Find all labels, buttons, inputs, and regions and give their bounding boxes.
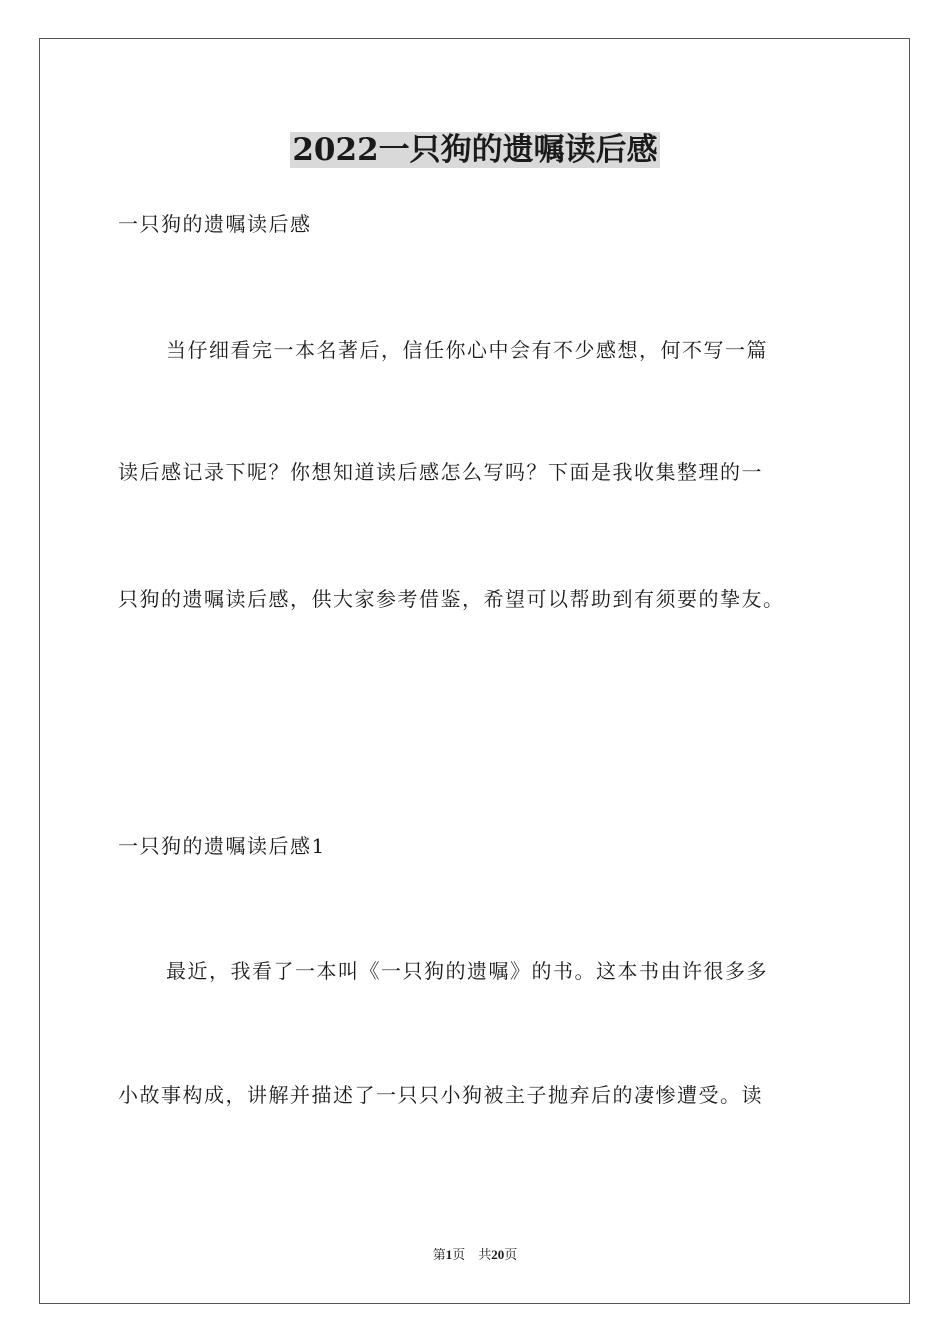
page-footer <box>0 1246 950 1264</box>
paragraph-line: 当仔细看完一本名著后，信任你心中会有不少感想，何不写一篇 <box>166 338 768 362</box>
total-label-prefix: 共 <box>478 1247 492 1262</box>
page-label-prefix: 第 <box>432 1247 446 1262</box>
total-label-suffix: 页 <box>504 1247 518 1262</box>
paragraph-line: 小故事构成，讲解并描述了一只只小狗被主子抛弃后的凄惨遭受。读 <box>118 1083 763 1107</box>
page-label-suffix: 页 <box>452 1247 466 1262</box>
document-title-text: 2022一只狗的遗嘱读后感 <box>292 132 658 168</box>
current-page-number: 1 <box>445 1247 453 1262</box>
total-page-count: 20 <box>491 1247 505 1262</box>
paragraph-line: 读后感记录下呢？你想知道读后感怎么写吗？下面是我收集整理的一 <box>118 460 763 484</box>
subtitle-line: 一只狗的遗嘱读后感 <box>118 212 312 236</box>
paragraph-line: 最近，我看了一本叫《一只狗的遗嘱》的书。这本书由许很多多 <box>166 959 768 983</box>
document-title <box>0 128 950 172</box>
paragraph-line: 只狗的遗嘱读后感，供大家参考借鉴，希望可以帮助到有须要的挚友。 <box>118 587 785 611</box>
section-heading: 一只狗的遗嘱读后感1 <box>118 834 326 858</box>
